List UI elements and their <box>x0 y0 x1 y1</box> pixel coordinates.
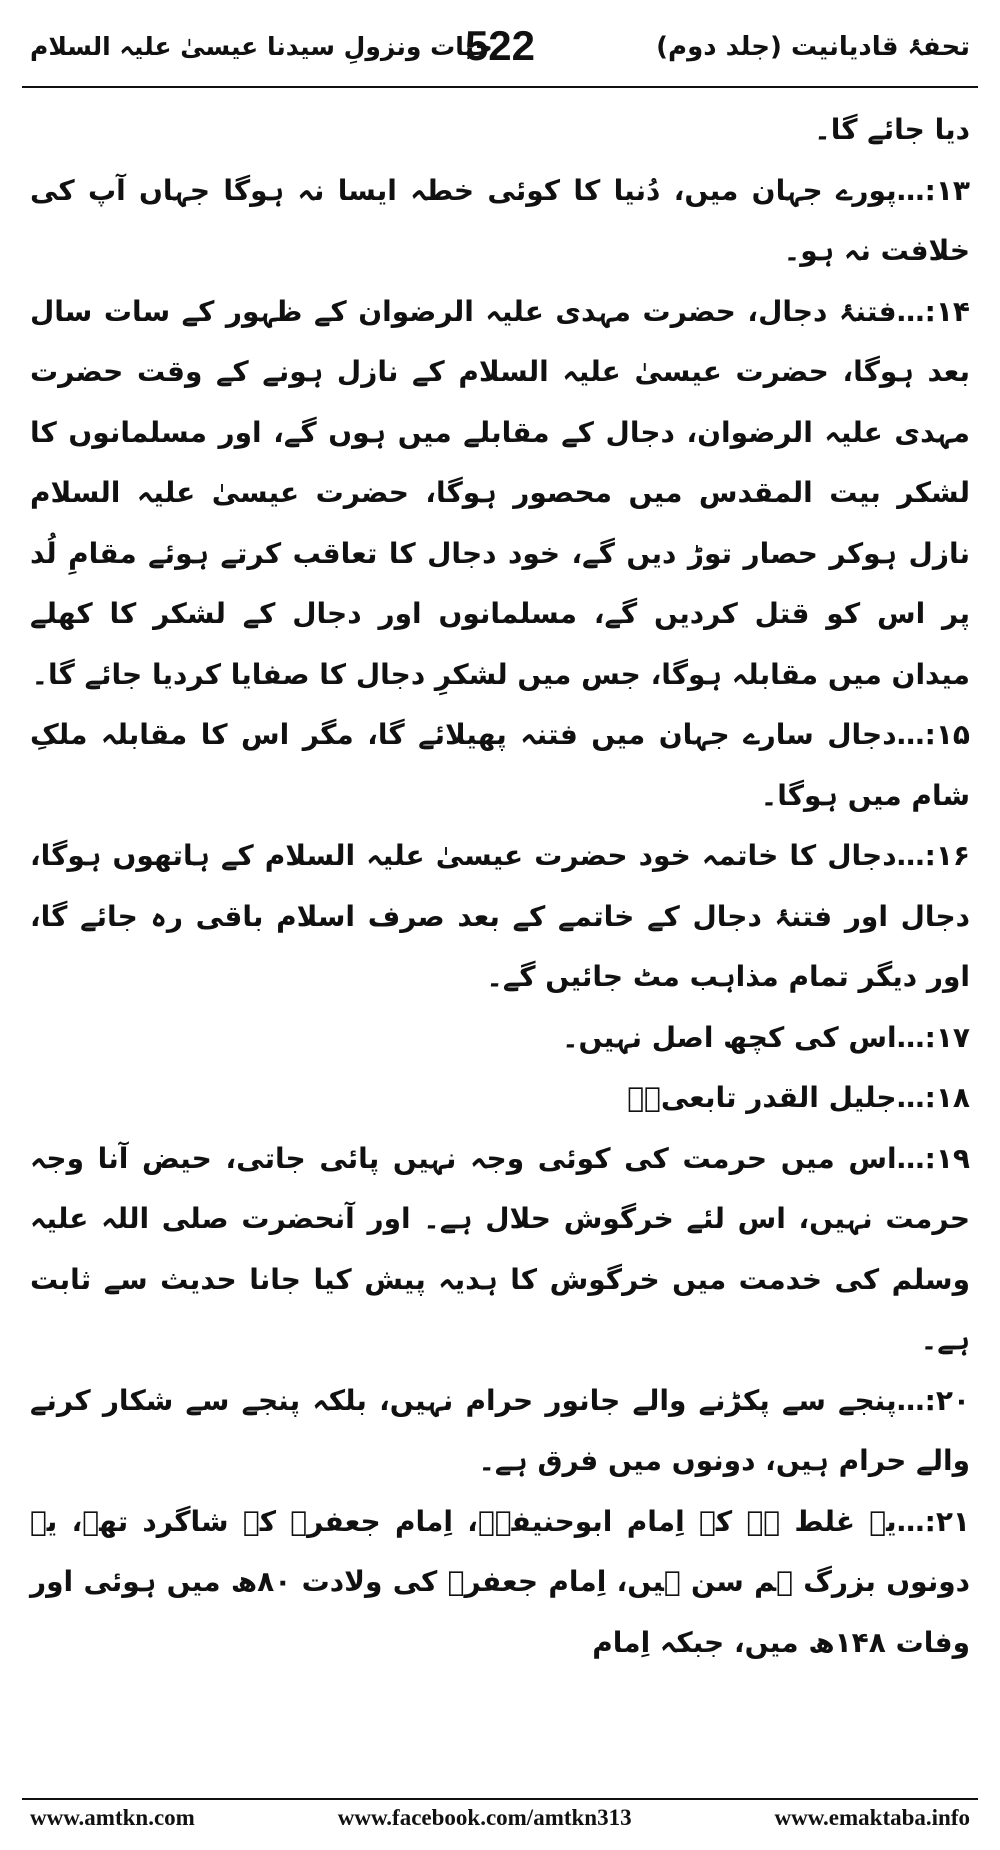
page-body <box>30 100 970 1673</box>
paragraph: ۱۵:…دجال سارے جہان میں فتنہ پھیلائے گا، مگر اس کا مقابلہ ملکِ شام میں ہوگا۔ <box>30 718 970 812</box>
footer-link-facebook[interactable]: www.facebook.com/amtkn313 <box>337 1805 632 1830</box>
footer-rule <box>22 1798 978 1800</box>
paragraph: ۱۹:…اس میں حرمت کی کوئی وجہ نہیں پائی جاتی، حیض آنا وجہ حرمت نہیں، اس لئے خرگوش حلال ہے۔ اور آنحضرت صلی اللہ علیہ وسلم کی خدمت میں خرگوش کا ہدیہ پیش کیا جانا حدیث سے ثابت ہے۔ <box>30 1141 970 1356</box>
paragraph: دیا جائے گا۔ <box>814 113 970 146</box>
header-rule <box>22 86 978 88</box>
book-title: تحفۂ قادیانیت (جلد دوم) <box>656 32 970 62</box>
paragraph: ۱۸:…جلیل القدر تابعیؒ۔ <box>627 1081 970 1114</box>
paragraph: ۱۶:…دجال کا خاتمہ خود حضرت عیسیٰ علیہ السلام کے ہاتھوں ہوگا، دجال اور فتنۂ دجال کے خاتمے کے بعد صرف اسلام باقی رہ جائے گا، اور دیگر تمام مذاہب مٹ جائیں گے۔ <box>30 839 970 993</box>
paragraph: ۲۰:…پنجے سے پکڑنے والے جانور حرام نہیں، بلکہ پنجے سے شکار کرنے والے حرام ہیں، دونوں میں فرق ہے۔ <box>30 1383 970 1477</box>
page-number: 522 <box>464 22 536 69</box>
page-footer <box>30 1805 970 1839</box>
paragraph: ۲۱:…یہ غلط ہے کہ اِمام ابوحنیفہؒ، اِمام جعفرؒ کے شاگرد تھے، یہ دونوں بزرگ ہم سن ہیں، اِمام جعفرؒ کی ولادت ۸۰ھ میں ہوئی اور وفات ۱۴۸ھ میں، جبکہ اِمام <box>30 1504 970 1659</box>
footer-link-amtkn[interactable]: www.amtkn.com <box>30 1805 195 1830</box>
footer-link-emaktaba[interactable]: www.emaktaba.info <box>774 1805 970 1830</box>
paragraph: ۱۳:…پورے جہان میں، دُنیا کا کوئی خطہ ایسا نہ ہوگا جہاں آپ کی خلافت نہ ہو۔ <box>30 173 970 267</box>
chapter-title: حیات ونزولِ سیدنا عیسیٰ علیہ السلام <box>30 32 493 61</box>
paragraph: ۱۷:…اس کی کچھ اصل نہیں۔ <box>562 1020 970 1054</box>
paragraph: ۱۴:…فتنۂ دجال، حضرت مہدی علیہ الرضوان کے ظہور کے سات سال بعد ہوگا، حضرت عیسیٰ علیہ السلام کے نازل ہونے کے وقت حضرت مہدی علیہ الرضوان، دجال کے مقابلے میں ہوں گے، اور مسلمانوں کا لشکر بیت المقدس میں محصور ہوگا، حضرت عیسیٰ علیہ السلام نازل ہوکر حصار توڑ دیں گے، خود دجال کا تعاقب کرتے ہوئے مقامِ لُد پر اس کو قتل کردیں گے، مسلمانوں اور دجال کے لشکر کا کھلے میدان میں مقابلہ ہوگا، جس میں لشکرِ دجال کا صفایا کردیا جائے گا۔ <box>30 294 970 691</box>
page-header <box>30 22 970 82</box>
